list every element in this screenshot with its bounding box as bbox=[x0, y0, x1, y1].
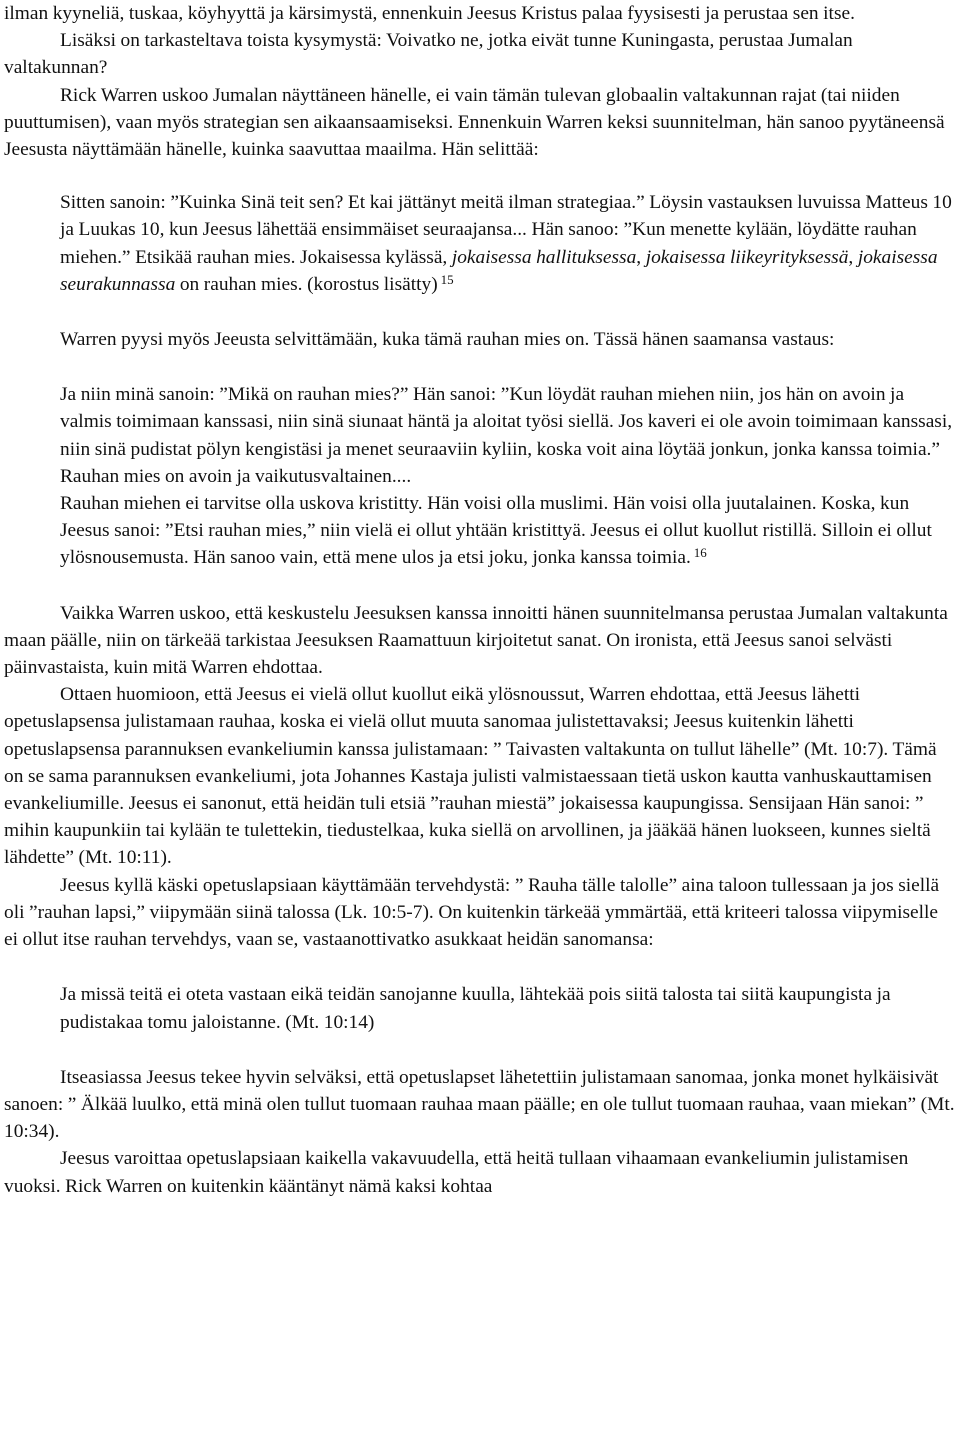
paragraph-warren-asks: Warren pyysi myös Jeeusta selvittämään, kuka tämä rauhan mies on. Tässä hänen saamansa vastaus: bbox=[60, 329, 835, 351]
paragraph-irony: Vaikka Warren uskoo, että keskustelu Jeesuksen kanssa innoitti hänen suunnitelmansa perustaa Jumalan valtakunta maan päälle, niin on tärkeää tarkistaa Jeesuksen Raamattuun kirjoitetut sanat. On ironista, että Jeesus sanoi selvästi päinvastaista, kuin mitä Warren ehdottaa. bbox=[4, 602, 948, 679]
quote-text: , bbox=[636, 246, 646, 268]
blockquote-need-not-be-christian bbox=[60, 490, 956, 572]
spacer bbox=[4, 353, 956, 381]
paragraph-gospel-of-repentance: Ottaen huomioon, että Jeesus ei vielä ollut kuollut eikä ylösnoussut, Warren ehdottaa, että Jeesus lähetti opetuslapsensa julistamaan rauhaa, koska ei vielä ollut muuta sanomaa julistettavaksi; Jeesus kuitenkin lähetti opetuslapsensa parannuksen evankeliumin kanssa julistamaan: ” Taivasten valtakunta on tullut lähelle” (Mt. 10:7). Tämä on se sama parannuksen evankeliumi, jota Johannes Kastaja julisti valmistaessaan tietä uskon kautta vanhuskauttamisen evankeliumille. Jeesus ei sanonut, että heidän tuli etsiä ”rauhan miestä” jokaisessa kaupungissa. Sensijaan Hän sanoi: ” mihin kaupunkiin tai kylään te tulettekin, tiedustelkaa, kuka siellä on arvollinen, ja jääkää hänen luokseen, kunnes sieltä lähdette” (Mt. 10:11). bbox=[4, 684, 937, 869]
paragraph-not-peace-but-sword: Itseasiassa Jeesus tekee hyvin selväksi, että opetuslapset lähetettiin julistamaan sanomaa, jonka monet hylkäisivät sanoen: ” Älkää luulko, että minä olen tullut tuomaan rauhaa maan päälle; en ole tullut tuomaan rauhaa, vaan miekan” (Mt. 10:34). bbox=[4, 1066, 955, 1143]
footnote-marker: 16 bbox=[693, 545, 707, 561]
quote-text: Sitten sanoin: ”Kuinka Sinä teit sen? Et kai jättänyt meitä ilman strategiaa.” Löysin vastauksen luvuissa Matteus 10 ja Luukas 10, kun Jeesus lähettää ensimmäiset seuraajansa... Hän sanoo: ”Kun menette kylään, löydätte rauhan miehen.” Etsikää rauhan mies. Jokaisessa kylässä, bbox=[60, 192, 952, 268]
quote-emphasis: jokaisessa hallituksessa bbox=[451, 246, 637, 268]
paragraph-warning: Jeesus varoittaa opetuslapsiaan kaikella vakavuudella, että heitä tullaan vihaamaan evankeliumin julistamisen vuoksi. Rick Warren on kuitenkin kääntänyt nämä kaksi kohtaa bbox=[4, 1148, 909, 1197]
spacer bbox=[4, 572, 956, 600]
quote-emphasis: jokaisessa seurakunnassa bbox=[60, 246, 938, 295]
quote-text: Rauhan miehen ei tarvitse olla uskova kristitty. Hän voisi olla muslimi. Hän voisi olla juutalainen. Koska, kun Jeesus sanoi: ”Etsi rauhan mies,” niin vielä ei ollut yhtään kristittyä. Jeesus ei ollut kuollut ristillä. Silloin ei ollut ylösnousemusta. Hän sanoo vain, että mene ulos ja etsi joku, jonka kanssa toimia. bbox=[60, 493, 932, 569]
spacer bbox=[4, 953, 956, 981]
paragraph-question: Lisäksi on tarkasteltava toista kysymystä: Voivatko ne, jotka eivät tunne Kuningasta, perustaa Jumalan valtakunnan? bbox=[4, 30, 853, 79]
quote-emphasis: jokaisessa liikeyrityksessä bbox=[645, 246, 849, 268]
document-page bbox=[4, 0, 956, 1438]
quote-text: , bbox=[848, 246, 858, 268]
spacer bbox=[4, 298, 956, 326]
blockquote-man-of-peace bbox=[60, 189, 956, 298]
quote-text: on rauhan mies. (korostus lisätty) bbox=[175, 273, 438, 295]
spacer bbox=[4, 163, 956, 189]
paragraph-kingdom-continued: ilman kyyneliä, tuskaa, köyhyyttä ja kärsimystä, ennenkuin Jeesus Kristus palaa fyysisesti ja perustaa sen itse. bbox=[4, 3, 855, 24]
spacer bbox=[4, 1036, 956, 1064]
paragraph-greeting: Jeesus kyllä käski opetuslapsiaan käyttämään tervehdystä: ” Rauha tälle talolle” aina taloon tullessaan ja jos siellä oli ”rauhan lapsi,” viipymään siinä talossa (Lk. 10:5-7). On kuitenkin tärkeää ymmärtää, että kriteeri talossa viipymiselle ei ollut itse rauhan tervehdys, vaan se, vastaanottivatko asukkaat heidän sanomansa: bbox=[4, 874, 940, 951]
footnote-marker: 15 bbox=[440, 271, 454, 287]
paragraph-warren-strategy: Rick Warren uskoo Jumalan näyttäneen hänelle, ei vain tämän tulevan globaalin valtakunnan rajat (tai niiden puuttumisen), vaan myös strategian sen aikaansaamiseksi. Ennenkuin Warren keksi suunnitelman, hän sanoo pyytäneensä Jeesusta näyttämään hänelle, kuinka saavuttaa maailma. Hän selittää: bbox=[4, 84, 945, 161]
blockquote-matthew-10-14: Ja missä teitä ei oteta vastaan eikä teidän sanojanne kuulla, lähtekää pois siitä talosta tai siitä kaupungista ja pudistakaa tomu jaloistanne. (Mt. 10:14) bbox=[60, 984, 891, 1033]
blockquote-what-is-man-of-peace: Ja niin minä sanoin: ”Mikä on rauhan mies?” Hän sanoi: ”Kun löydät rauhan miehen niin, jos hän on avoin ja valmis toimimaan kanssasi, niin sinä siunaat häntä ja aloitat työsi siellä. Jos kaveri ei ole avoin toimimaan kanssasi, niin sinä pudistat pölyn kengistäsi ja menet seuraaviin kyliin, koska voit aina löytää jonkun, jonka kanssa toimia.” Rauhan mies on avoin ja vaikutusvaltainen.... bbox=[60, 384, 953, 487]
